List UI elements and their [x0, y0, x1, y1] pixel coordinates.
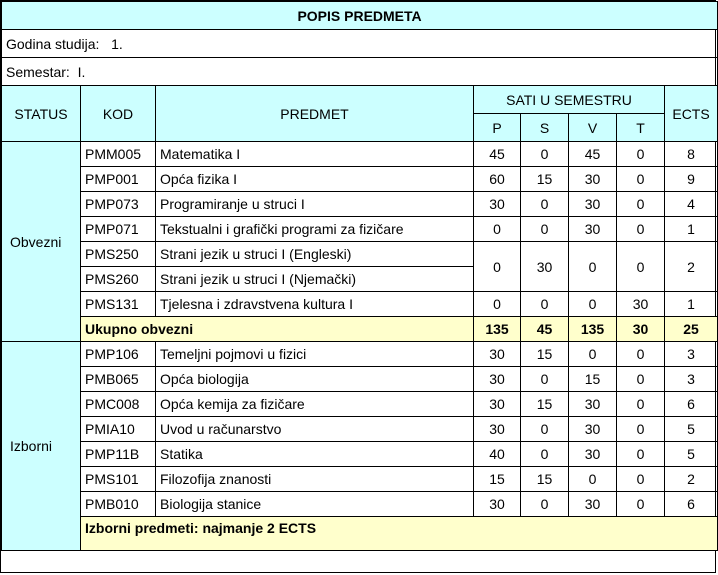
- s-cell: 15: [521, 167, 569, 192]
- p-cell: 0: [474, 217, 521, 242]
- v-cell: 0: [569, 467, 617, 492]
- s-cell: 30: [521, 242, 569, 292]
- ects-cell: 5: [665, 417, 718, 442]
- t-cell: 0: [617, 367, 665, 392]
- v-cell: 0: [569, 342, 617, 367]
- predmet-cell: Filozofija znanosti: [156, 467, 474, 492]
- total-t: 30: [617, 317, 665, 342]
- predmet-cell: Temeljni pojmovi u fizici: [156, 342, 474, 367]
- p-cell: 30: [474, 417, 521, 442]
- s-cell: 0: [521, 417, 569, 442]
- ects-cell: 4: [665, 192, 718, 217]
- table-row: [2, 142, 718, 167]
- header-t: T: [617, 114, 665, 142]
- godina-label: Godina studija:: [6, 35, 100, 52]
- kod-cell: PMC008: [81, 392, 156, 417]
- t-cell: 0: [617, 492, 665, 517]
- predmet-cell: Opća kemija za fizičare: [156, 392, 474, 417]
- predmet-cell: Matematika I: [156, 142, 474, 167]
- godina-value: 1.: [111, 35, 123, 52]
- header-p: P: [474, 114, 521, 142]
- p-cell: 30: [474, 392, 521, 417]
- table-row: [2, 342, 718, 367]
- v-cell: 15: [569, 367, 617, 392]
- t-cell: 0: [617, 142, 665, 167]
- p-cell: 30: [474, 367, 521, 392]
- t-cell: 0: [617, 467, 665, 492]
- predmet-cell: Strani jezik u struci I (Njemački): [156, 267, 474, 292]
- total-p: 135: [474, 317, 521, 342]
- status-obvezni: Obvezni: [2, 142, 81, 342]
- p-cell: 30: [474, 492, 521, 517]
- predmet-cell: Opća biologija: [156, 367, 474, 392]
- s-cell: 15: [521, 467, 569, 492]
- v-cell: 30: [569, 417, 617, 442]
- predmet-cell: Tjelesna i zdravstvena kultura I: [156, 292, 474, 317]
- page-title: POPIS PREDMETA: [2, 2, 718, 30]
- kod-cell: PMP073: [81, 192, 156, 217]
- t-cell: 30: [617, 292, 665, 317]
- v-cell: 30: [569, 167, 617, 192]
- table-row: [2, 442, 718, 467]
- p-cell: 45: [474, 142, 521, 167]
- v-cell: 30: [569, 442, 617, 467]
- kod-cell: PMS250: [81, 242, 156, 267]
- header-s: S: [521, 114, 569, 142]
- ects-cell: 3: [665, 367, 718, 392]
- p-cell: 30: [474, 192, 521, 217]
- semestar-label: Semestar:: [6, 63, 70, 80]
- t-cell: 0: [617, 242, 665, 292]
- godina-studija-row: [2, 30, 718, 58]
- predmet-cell: Strani jezik u struci I (Engleski): [156, 242, 474, 267]
- kod-cell: PMS131: [81, 292, 156, 317]
- status-izborni: Izborni: [2, 342, 81, 551]
- kod-cell: PMP001: [81, 167, 156, 192]
- course-table: [1, 1, 718, 551]
- t-cell: 0: [617, 417, 665, 442]
- total-label: Ukupno obvezni: [81, 317, 474, 342]
- ects-cell: 1: [665, 292, 718, 317]
- p-cell: 0: [474, 242, 521, 292]
- total-ects: 25: [665, 317, 718, 342]
- ects-cell: 1: [665, 217, 718, 242]
- table-row: [2, 292, 718, 317]
- t-cell: 0: [617, 392, 665, 417]
- table-row: [2, 417, 718, 442]
- table-row: [2, 392, 718, 417]
- predmet-cell: Tekstualni i grafički programi za fizičare: [156, 217, 474, 242]
- table-row: [2, 167, 718, 192]
- kod-cell: PMP11B: [81, 442, 156, 467]
- s-cell: 0: [521, 442, 569, 467]
- predmet-cell: Opća fizika I: [156, 167, 474, 192]
- header-kod: KOD: [81, 86, 156, 142]
- t-cell: 0: [617, 192, 665, 217]
- total-s: 45: [521, 317, 569, 342]
- ects-cell: 9: [665, 167, 718, 192]
- t-cell: 0: [617, 217, 665, 242]
- ects-cell: 6: [665, 492, 718, 517]
- v-cell: 30: [569, 192, 617, 217]
- v-cell: 30: [569, 392, 617, 417]
- semestar-value: I.: [77, 63, 86, 80]
- v-cell: 30: [569, 217, 617, 242]
- p-cell: 15: [474, 467, 521, 492]
- p-cell: 60: [474, 167, 521, 192]
- kod-cell: PMB010: [81, 492, 156, 517]
- kod-cell: PMM005: [81, 142, 156, 167]
- s-cell: 0: [521, 192, 569, 217]
- header-status: STATUS: [2, 86, 81, 142]
- table-row: [2, 242, 718, 267]
- note-row: [2, 517, 718, 551]
- s-cell: 0: [521, 492, 569, 517]
- predmet-cell: Programiranje u struci I: [156, 192, 474, 217]
- s-cell: 0: [521, 217, 569, 242]
- p-cell: 0: [474, 292, 521, 317]
- table-row: [2, 217, 718, 242]
- s-cell: 0: [521, 292, 569, 317]
- v-cell: 30: [569, 492, 617, 517]
- kod-cell: PMS260: [81, 267, 156, 292]
- s-cell: 0: [521, 142, 569, 167]
- predmet-cell: Statika: [156, 442, 474, 467]
- predmet-cell: Biologija stanice: [156, 492, 474, 517]
- izborni-note: Izborni predmeti: najmanje 2 ECTS: [81, 517, 718, 551]
- ects-cell: 8: [665, 142, 718, 167]
- ects-cell: 2: [665, 242, 718, 292]
- ects-cell: 3: [665, 342, 718, 367]
- ects-cell: 6: [665, 392, 718, 417]
- header-predmet: PREDMET: [156, 86, 474, 142]
- table-row: [2, 367, 718, 392]
- v-cell: 45: [569, 142, 617, 167]
- p-cell: 30: [474, 342, 521, 367]
- kod-cell: PMP071: [81, 217, 156, 242]
- ects-cell: 5: [665, 442, 718, 467]
- header-sati: SATI U SEMESTRU: [474, 86, 665, 114]
- v-cell: 0: [569, 292, 617, 317]
- v-cell: 0: [569, 242, 617, 292]
- predmet-cell: Uvod u računarstvo: [156, 417, 474, 442]
- kod-cell: PMS101: [81, 467, 156, 492]
- table-row: [2, 192, 718, 217]
- p-cell: 40: [474, 442, 521, 467]
- table-row: [2, 492, 718, 517]
- table-row: [2, 467, 718, 492]
- t-cell: 0: [617, 442, 665, 467]
- kod-cell: PMB065: [81, 367, 156, 392]
- kod-cell: PMP106: [81, 342, 156, 367]
- s-cell: 15: [521, 342, 569, 367]
- s-cell: 0: [521, 367, 569, 392]
- t-cell: 0: [617, 342, 665, 367]
- header-v: V: [569, 114, 617, 142]
- s-cell: 15: [521, 392, 569, 417]
- t-cell: 0: [617, 167, 665, 192]
- total-row: [2, 317, 718, 342]
- kod-cell: PMIA10: [81, 417, 156, 442]
- total-v: 135: [569, 317, 617, 342]
- ects-cell: 2: [665, 467, 718, 492]
- header-ects: ECTS: [665, 86, 718, 142]
- semestar-row: [2, 58, 718, 86]
